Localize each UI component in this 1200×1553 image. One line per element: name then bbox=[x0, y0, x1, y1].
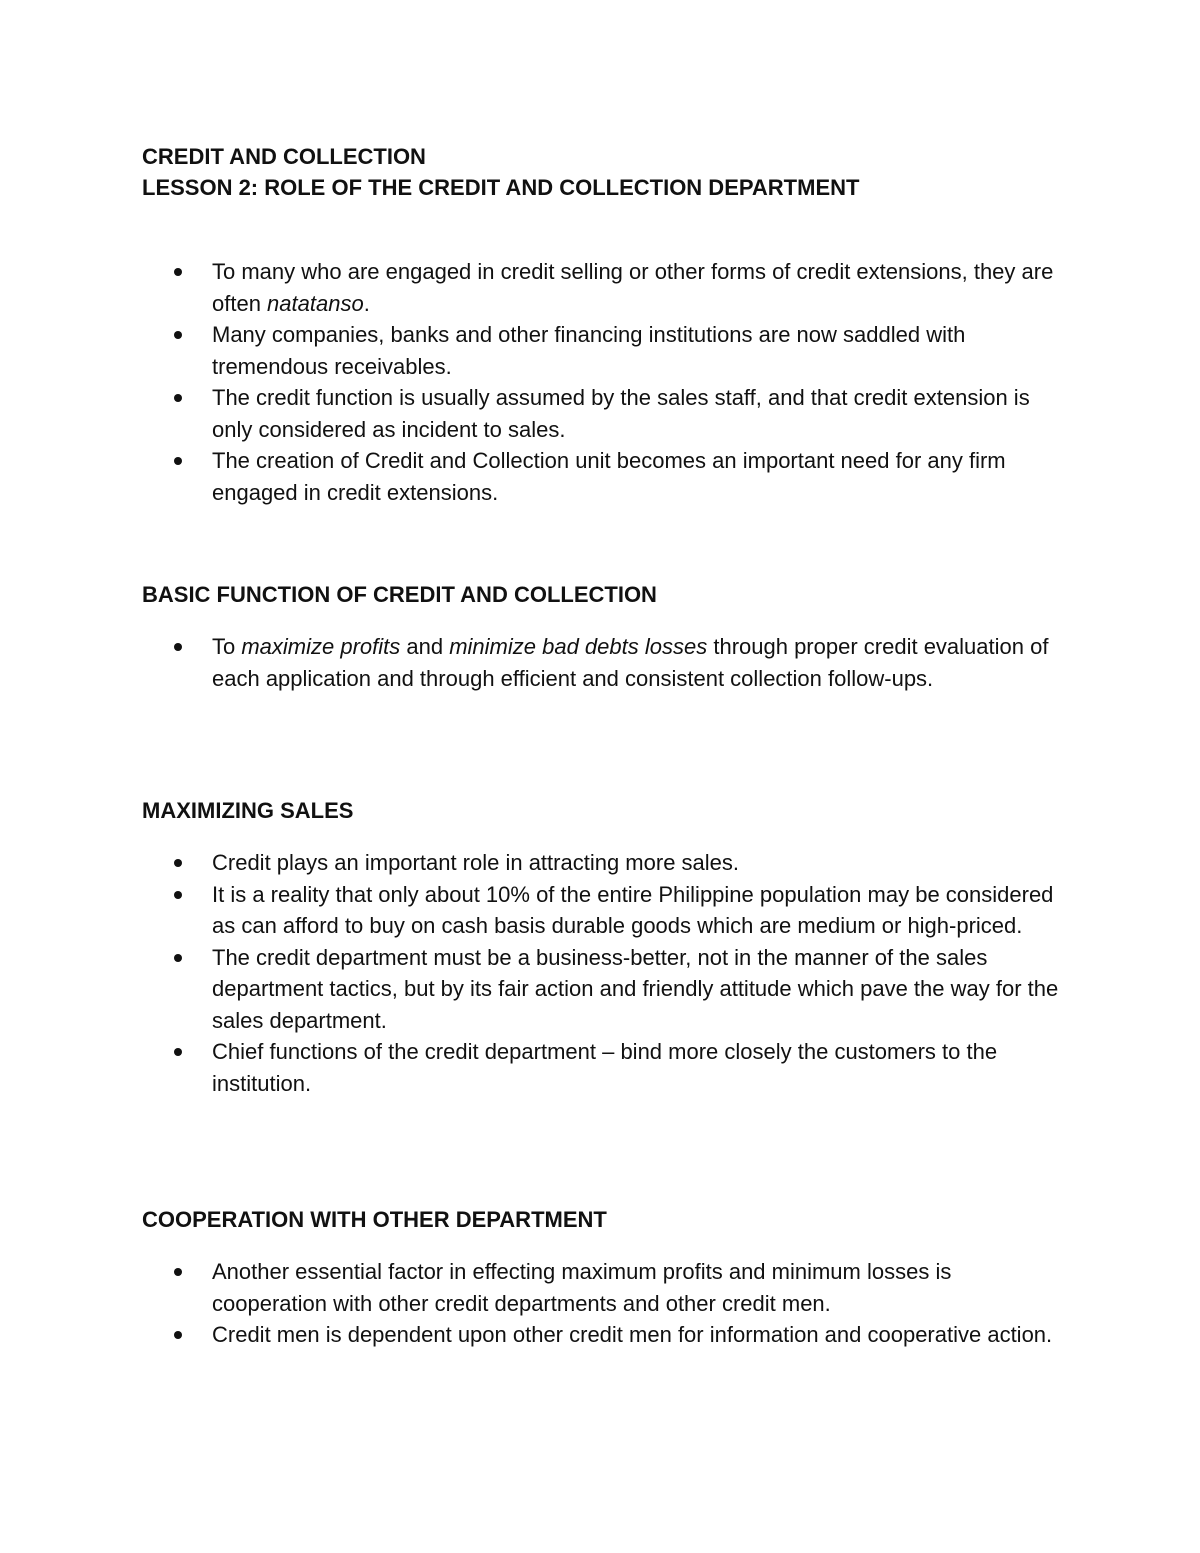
list-item bbox=[172, 382, 1072, 445]
list-item-emphasis: minimize bad debts losses bbox=[449, 634, 708, 659]
bullet-icon bbox=[174, 954, 182, 962]
list-item bbox=[172, 1256, 1072, 1319]
list-item-text: Credit men is dependent upon other credit men for information and cooperative action. bbox=[212, 1322, 1053, 1347]
lesson-title: LESSON 2: ROLE OF THE CREDIT AND COLLECTION DEPARTMENT bbox=[142, 175, 860, 200]
maximizing-sales-list bbox=[172, 847, 1072, 1099]
list-item bbox=[172, 319, 1072, 382]
list-item-emphasis: natatanso bbox=[267, 290, 364, 316]
list-item bbox=[172, 942, 1072, 1037]
section-heading-maximizing-sales: MAXIMIZING SALES bbox=[142, 798, 354, 823]
list-item-text: The credit department must be a business-better, not in the manner of the sales department tactics, but by its fair action and friendly attitude which pave the way for the sales department. bbox=[212, 944, 1059, 1033]
list-item-text: It is a reality that only about 10% of the entire Philippine population may be considered as can afford to buy on cash basis durable goods which are medium or high-priced. bbox=[212, 881, 1054, 938]
bullet-icon bbox=[174, 268, 182, 276]
list-item-text: and bbox=[400, 634, 450, 659]
document-title: CREDIT AND COLLECTION bbox=[142, 144, 426, 169]
list-item-text: Credit plays an important role in attracting more sales. bbox=[212, 850, 740, 875]
bullet-icon bbox=[174, 859, 182, 867]
list-item-text: through proper credit evaluation of each application and through efficient and consistent collection follow-ups. bbox=[212, 634, 1049, 691]
section-heading-basic-function: BASIC FUNCTION OF CREDIT AND COLLECTION bbox=[142, 582, 657, 607]
bullet-icon bbox=[174, 394, 182, 402]
bullet-icon bbox=[174, 1268, 182, 1276]
list-item bbox=[172, 1319, 1072, 1351]
list-item bbox=[172, 631, 1072, 694]
list-item-text: The creation of Credit and Collection unit becomes an important need for any firm engaged in credit extensions. bbox=[212, 448, 1006, 505]
list-item bbox=[172, 256, 1072, 319]
list-item-text: . bbox=[363, 290, 370, 316]
basic-function-list bbox=[172, 631, 1072, 694]
list-item bbox=[172, 445, 1072, 508]
list-item-text: Many companies, banks and other financing institutions are now saddled with tremendous receivables. bbox=[212, 322, 966, 379]
bullet-icon bbox=[174, 331, 182, 339]
list-item-text: To many who are engaged in credit selling or other forms of credit extensions, they are often bbox=[212, 259, 1054, 316]
list-item-emphasis: maximize profits bbox=[241, 634, 401, 659]
bullet-icon bbox=[174, 457, 182, 465]
bullet-icon bbox=[174, 1331, 182, 1339]
section-heading-cooperation: COOPERATION WITH OTHER DEPARTMENT bbox=[142, 1207, 607, 1232]
list-item bbox=[172, 847, 1072, 879]
bullet-icon bbox=[174, 1048, 182, 1056]
list-item-text: To bbox=[212, 634, 242, 659]
list-item bbox=[172, 1036, 1072, 1099]
intro-list bbox=[172, 256, 1072, 508]
list-item-text: Another essential factor in effecting maximum profits and minimum losses is cooperation with other credit departments and other credit men. bbox=[212, 1259, 952, 1316]
list-item-text: The credit function is usually assumed by the sales staff, and that credit extension is only considered as incident to sales. bbox=[212, 385, 1030, 442]
list-item bbox=[172, 879, 1072, 942]
list-item-text: Chief functions of the credit department – bind more closely the customers to the institution. bbox=[212, 1039, 998, 1096]
bullet-icon bbox=[174, 891, 182, 899]
cooperation-list bbox=[172, 1256, 1072, 1351]
bullet-icon bbox=[174, 643, 182, 651]
